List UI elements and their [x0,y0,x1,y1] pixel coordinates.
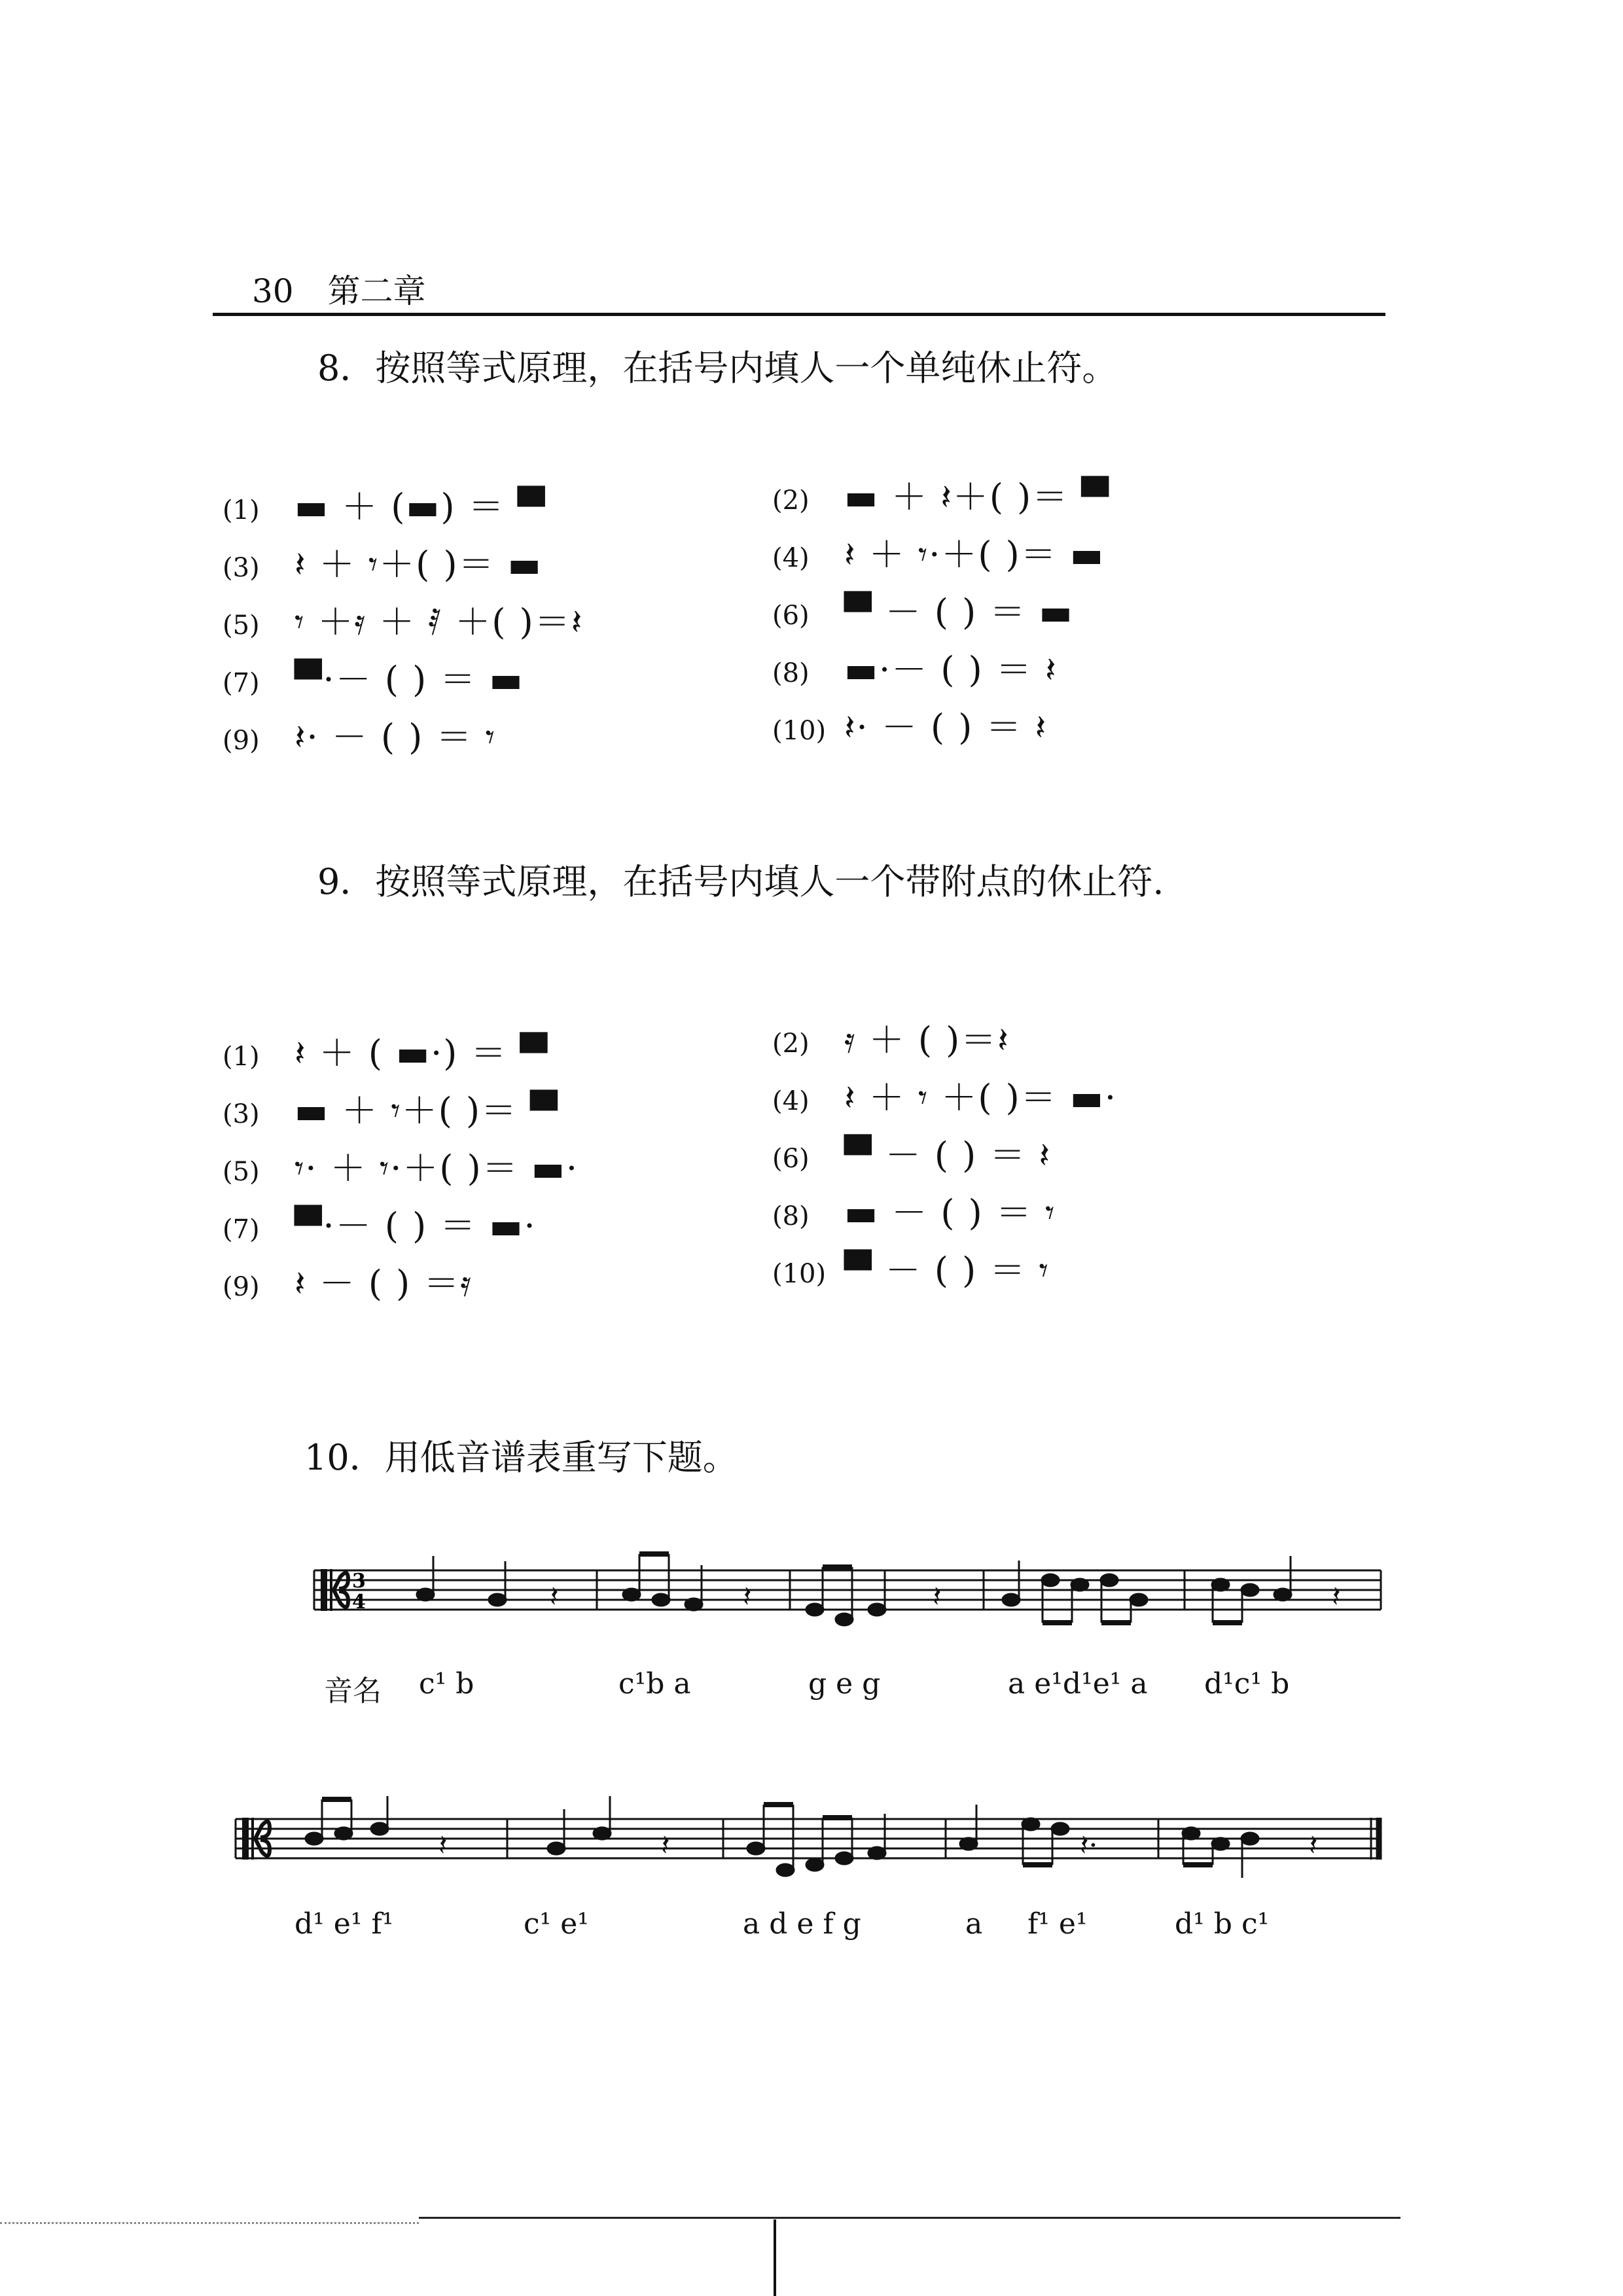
measure-notes-line-2 [306,1796,1317,1878]
problem-9-9: (9) 𝄽 － ( ) ＝𝄿 [223,1263,473,1304]
problem-8-2: (2) ▬ ＋ 𝄽＋( )＝ ▀ [772,476,1110,518]
running-header [252,265,426,312]
footer-dotted-line [0,2222,419,2224]
section8-left-column [223,484,583,772]
problem-8-5: (5) 𝄾 ＋𝄿 ＋ 𝅀 ＋( )＝𝄽 [223,601,584,643]
note-name: a e¹d¹e¹ a [1008,1667,1148,1701]
problem-9-2: (2) 𝄿 ＋ ( )＝𝄽 [772,1019,1010,1061]
quarter-rest-icon: 𝄽 [933,1580,942,1614]
note-name: c¹ b [419,1667,474,1701]
footer-rule [419,2217,1400,2219]
staff-line-2 [229,1773,1387,1884]
problem-9-8: (8) ▬ － ( ) ＝ 𝄾 [772,1192,1056,1233]
problem-9-4: (4) 𝄽 ＋ 𝄾 ＋( )＝ ▬· [772,1077,1118,1118]
quarter-rest-icon: 𝄽 [550,1580,559,1614]
problem-9-6: (6) ▀ － ( ) ＝ 𝄽 [772,1135,1052,1176]
note-name: d¹c¹ b [1204,1667,1290,1701]
note-name: c¹ e¹ [524,1907,589,1941]
note-name: a [965,1907,983,1941]
note-name: c¹b a [618,1667,691,1701]
section8-right-column [772,474,1110,762]
note-name: g e g [808,1667,881,1701]
section9-title: 9．按照等式原理，在括号内填人一个带附点的休止符. [317,861,1164,902]
footer-binding-mark [774,2219,776,2296]
problem-9-1: (1) 𝄽 ＋ ( ▬·) ＝ ▀ [223,1033,549,1074]
problem-8-8: (8) ▬·－ ( ) ＝ 𝄽 [772,649,1058,690]
problem-9-5: (5) 𝄾· ＋ 𝄾·＋( )＝ ▬· [223,1148,579,1189]
section8-title: 8．按照等式原理，在括号内填人一个单纯休止符。 [317,347,1118,389]
note-name-label: 音名 [324,1674,382,1708]
quarter-rest-icon: 𝄽 [661,1829,670,1862]
quarter-rest-icon: 𝄽 [1332,1580,1341,1614]
problem-8-3: (3) 𝄽 ＋ 𝄾＋( )＝ ▬ [223,544,543,585]
problem-8-7: (7) ▀·－ ( ) ＝ ▬ [223,659,524,700]
header-rule [213,313,1385,316]
chapter-title: 第二章 [327,272,426,310]
problem-9-10: (10) ▀ － ( ) ＝ 𝄾 [772,1250,1050,1291]
dotted-quarter-rest-icon: 𝄽· [1080,1829,1098,1862]
quarter-rest-icon: 𝄽 [438,1829,448,1862]
time-signature [352,1570,366,1614]
note-name: f¹ e¹ [1027,1907,1088,1941]
problem-8-4: (4) 𝄽 ＋ 𝄾·＋( )＝ ▬ [772,534,1105,575]
problem-8-10: (10) 𝄽· － ( ) ＝ 𝄽 [772,707,1048,748]
note-name: d¹ e¹ f¹ [294,1907,394,1941]
note-name: a d e f g [743,1907,861,1941]
staff-line-1 [308,1531,1387,1636]
problem-8-9: (9) 𝄽· － ( ) ＝ 𝄾 [223,716,497,758]
section9-right-column [772,1017,1117,1305]
svg-text:3: 3 [352,1570,366,1593]
section9-left-column [223,1031,579,1318]
problem-8-1: (1) ▬ ＋ (▬) ＝ ▀ [223,486,546,527]
quarter-rest-icon: 𝄽 [1309,1829,1318,1862]
problem-8-6: (6) ▀ － ( ) ＝ ▬ [772,592,1074,633]
svg-text:4: 4 [352,1591,366,1614]
problem-9-7: (7) ▀·－ ( ) ＝ ▬· [223,1205,537,1246]
page-number: 30 [252,272,294,310]
note-name: d¹ b c¹ [1175,1907,1270,1941]
section10-title: 10．用低音谱表重写下题。 [304,1437,738,1478]
quarter-rest-icon: 𝄽 [743,1580,752,1614]
problem-9-3: (3) ▬ ＋ 𝄾＋( )＝ ▀ [223,1090,559,1131]
